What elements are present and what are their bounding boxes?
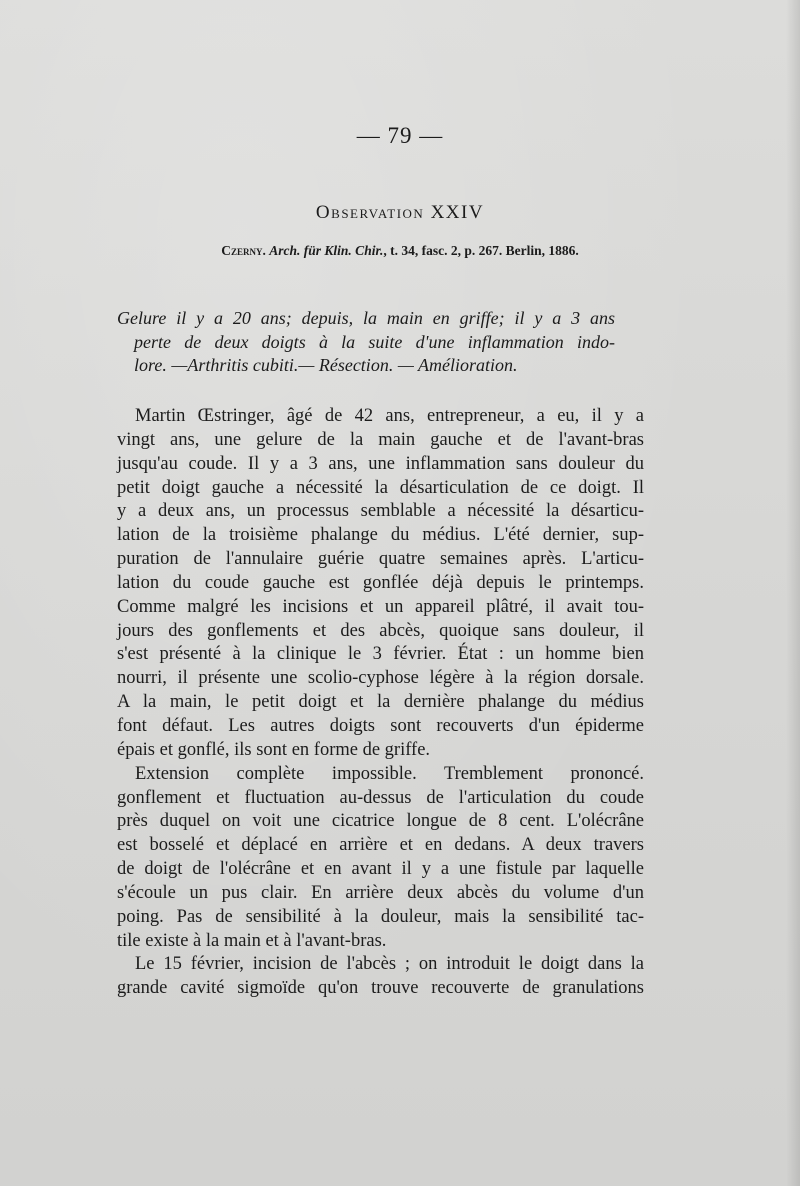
body-line: s'est présenté à la clinique le 3 février. État : un homme bien [117,644,644,665]
body-line: font défaut. Les autres doigts sont recouverts d'un épiderme [117,715,644,736]
body-line: lation de la troisième phalange du médius. L'été dernier, sup- [117,525,644,546]
body-line: petit doigt gauche a nécessité la désarticulation de ce doigt. Il [117,477,644,498]
body-line: A la main, le petit doigt et la dernière phalange du médius [117,692,644,713]
body-line: jusqu'au coude. Il y a 3 ans, une inflammation sans douleur du [117,453,644,474]
summary-line: perte de deux doigts à la suite d'une inflammation indo- [134,331,615,352]
body-line: Le 15 février, incision de l'abcès ; on introduit le doigt dans la [135,954,644,975]
observation-title: Observation XXIV [315,202,485,223]
body-line: de doigt de l'olécrâne et en avant il y a une fistule par laquelle [117,859,644,880]
body-line: lation du coude gauche est gonflée déjà depuis le printemps. [117,572,644,593]
page-number: — 79 — [356,123,444,148]
body-line: grande cavité sigmoïde qu'on trouve recouverte de granulations [117,978,644,999]
body-line: près duquel on voit une cicatrice longue de 8 cent. L'olécrâne [117,811,644,832]
body-line: Comme malgré les incisions et un appareil plâtré, il avait tou- [117,596,644,617]
citation-details: , t. 34, fasc. 2, p. 267. Berlin, 1886. [383,243,579,258]
body-line: Martin Œstringer, âgé de 42 ans, entrepreneur, a eu, il y a [135,406,644,426]
body-line: nourri, il présente une scolio-cyphose légère à la région dorsale. [117,668,644,689]
body-line: est bosselé et déplacé en arrière et en dedans. A deux travers [117,835,644,856]
citation-journal: Arch. für Klin. Chir. [269,243,384,258]
body-line: puration de l'annulaire guérie quatre semaines après. L'articu- [117,549,644,570]
citation-author: Czerny. [221,243,266,258]
body-line: vingt ans, une gelure de la main gauche et de l'avant-bras [117,429,644,450]
body-line: jours des gonflements et des abcès, quoique sans douleur, il [117,620,644,641]
body-line: s'écoule un pus clair. En arrière deux abcès du volume d'un [117,882,644,903]
summary-line: lore. —Arthritis cubiti.— Résection. — Amélioration. [134,355,518,375]
body-line: Extension complète impossible. Tremblement prononcé. [135,763,644,784]
body-line: épais et gonflé, ils sont en forme de griffe. [117,739,431,760]
body-line: gonflement et fluctuation au-dessus de l'articulation du coude [117,787,644,808]
citation [0,243,800,259]
summary-line: Gelure il y a 20 ans; depuis, la main en griffe; il y a 3 ans [117,308,615,328]
body-text [117,405,644,1001]
body-line: tile existe à la main et à l'avant-bras. [117,930,387,951]
page-edge-shadow [786,0,800,1186]
case-summary [117,307,615,378]
body-line: y a deux ans, un processus semblable a nécessité la désarticu- [117,501,644,522]
body-line: poing. Pas de sensibilité à la douleur, mais la sensibilité tac- [117,906,644,927]
